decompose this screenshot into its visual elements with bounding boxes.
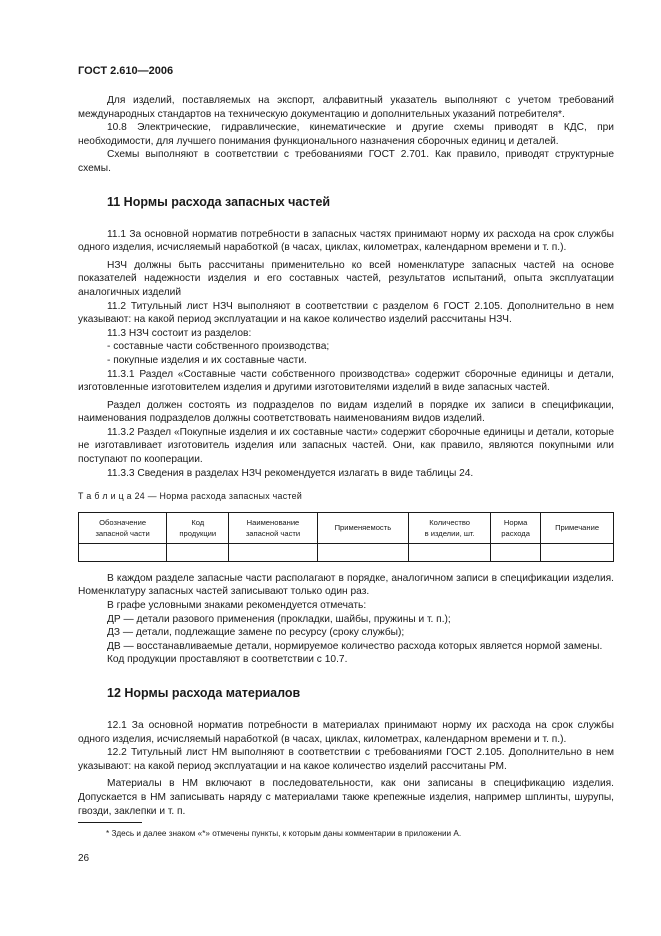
paragraph: Раздел должен состоять из подразделов по видам изделий в порядке их записи в спецификации, наименования подразделов должны соответствовать наименованиям видов изделий. — [78, 399, 614, 425]
table-header-cell: Количество в изделии, шт. — [409, 512, 491, 543]
paragraph: Материалы в НМ включают в последовательности, как они записаны в спецификацию изделия. Допускается в НМ записывать наряду с материалами также крепежные изделия, например шплинты, шурупы, гвозди, заклепки и т. п. — [78, 778, 614, 817]
paragraph: 11.1 За основной норматив потребности в запасных частях принимают норму их расхода на срок службы одного изделия, исчисляемый наработкой (в часах, циклах, километрах, календарном времени и т. п.). — [78, 228, 614, 254]
list-item: ДЗ — детали, подлежащие замене по ресурсу (сроку службы); — [107, 627, 405, 639]
table-caption: Т а б л и ц а 24 — Норма расхода запасных частей — [78, 491, 303, 502]
page-number: 26 — [78, 853, 90, 864]
table-header-row — [79, 512, 614, 543]
list-item: - покупные изделия и их составные части. — [107, 354, 307, 366]
table-24 — [78, 512, 614, 562]
paragraph: Код продукции проставляют в соответствии с 10.7. — [107, 654, 348, 666]
paragraph: 11.3 НЗЧ состоит из разделов: — [107, 327, 252, 339]
paragraph: В графе условными знаками рекомендуется отмечать: — [107, 600, 367, 612]
paragraph: 11.2 Титульный лист НЗЧ выполняют в соответствии с разделом 6 ГОСТ 2.105. Дополнительно в нем указывают: на какой период эксплуатации и на какое количество изделий рассчитаны НЗЧ. — [78, 300, 614, 326]
paragraph: 11.3.1 Раздел «Составные части собственного производства» содержит сборочные единицы и детали, изготовленные изготовителем изделия и другими изготовителями изделий в виде запасных частей. — [78, 368, 614, 394]
section-heading-11: 11 Нормы расхода запасных частей — [107, 194, 331, 209]
table-header-cell: Применяемость — [317, 512, 409, 543]
list-item: ДВ — восстанавливаемые детали, нормируемое количество расхода которых является нормой замены. — [107, 640, 603, 652]
paragraph: 11.3.2 Раздел «Покупные изделия и их составные части» содержит сборочные единицы и детали, которые не изготавливает изготовитель изделия или запасных частей. Они, как правило, являются покупными или поступают по кооперации. — [78, 426, 614, 466]
list-item: - составные части собственного производства; — [107, 341, 330, 353]
paragraph: 10.8 Электрические, гидравлические, кинематические и другие схемы приводят в КДС, при необходимости, для лучшего понимания функционального назначения сборочных единиц и деталей. — [78, 122, 614, 147]
section-heading-12: 12 Нормы расхода материалов — [107, 686, 301, 700]
document-body — [78, 94, 614, 818]
table-header-cell: Код продукции — [167, 512, 229, 543]
table-header-cell: Примечание — [541, 512, 614, 543]
document-header: ГОСТ 2.610—2006 — [78, 65, 174, 77]
footnote-divider — [78, 822, 142, 823]
list-item: ДР — детали разового применения (прокладки, шайбы, пружины и т. п.); — [107, 613, 451, 625]
paragraph: 11.3.3 Сведения в разделах НЗЧ рекомендуется излагать в виде таблицы 24. — [107, 467, 474, 479]
paragraph: Схемы выполняют в соответствии с требованиями ГОСТ 2.701. Как правило, приводят структурные схемы. — [78, 149, 614, 174]
paragraph: В каждом разделе запасные части располагают в порядке, аналогичном записи в спецификации изделия. Номенклатуру запасных частей записывают только один раз. — [78, 572, 614, 598]
table-row — [79, 543, 614, 561]
paragraph: 12.1 За основной норматив потребности в материалах принимают норму их расхода на срок службы одного изделия, исчисляемый наработкой (в часах, циклах, километрах, календарном времени и т. п.). — [78, 720, 614, 745]
table-header-cell: Наименование запасной части — [229, 512, 317, 543]
paragraph: 12.2 Титульный лист НМ выполняют в соответствии с требованиями ГОСТ 2.105. Дополнительно в нем указывают: на какой период эксплуатации и на какое количество изделий рассчитаны РМ. — [78, 747, 614, 772]
paragraph: Для изделий, поставляемых на экспорт, алфавитный указатель выполняют с учетом требований международных стандартов на техническую документацию и дополнительных указаний потребителя*. — [78, 95, 614, 120]
table-header-cell: Обозначение запасной части — [79, 512, 167, 543]
table-header-cell: Норма расхода — [491, 512, 541, 543]
paragraph: НЗЧ должны быть рассчитаны применительно ко всей номенклатуре запасных частей на основе показателей надежности изделия и его составных частей, результатов испытаний, опыта эксплуатации аналогичных изделий — [78, 259, 614, 298]
footnote: * Здесь и далее знаком «*» отмечены пункты, к которым даны комментарии в приложении А. — [106, 829, 462, 838]
